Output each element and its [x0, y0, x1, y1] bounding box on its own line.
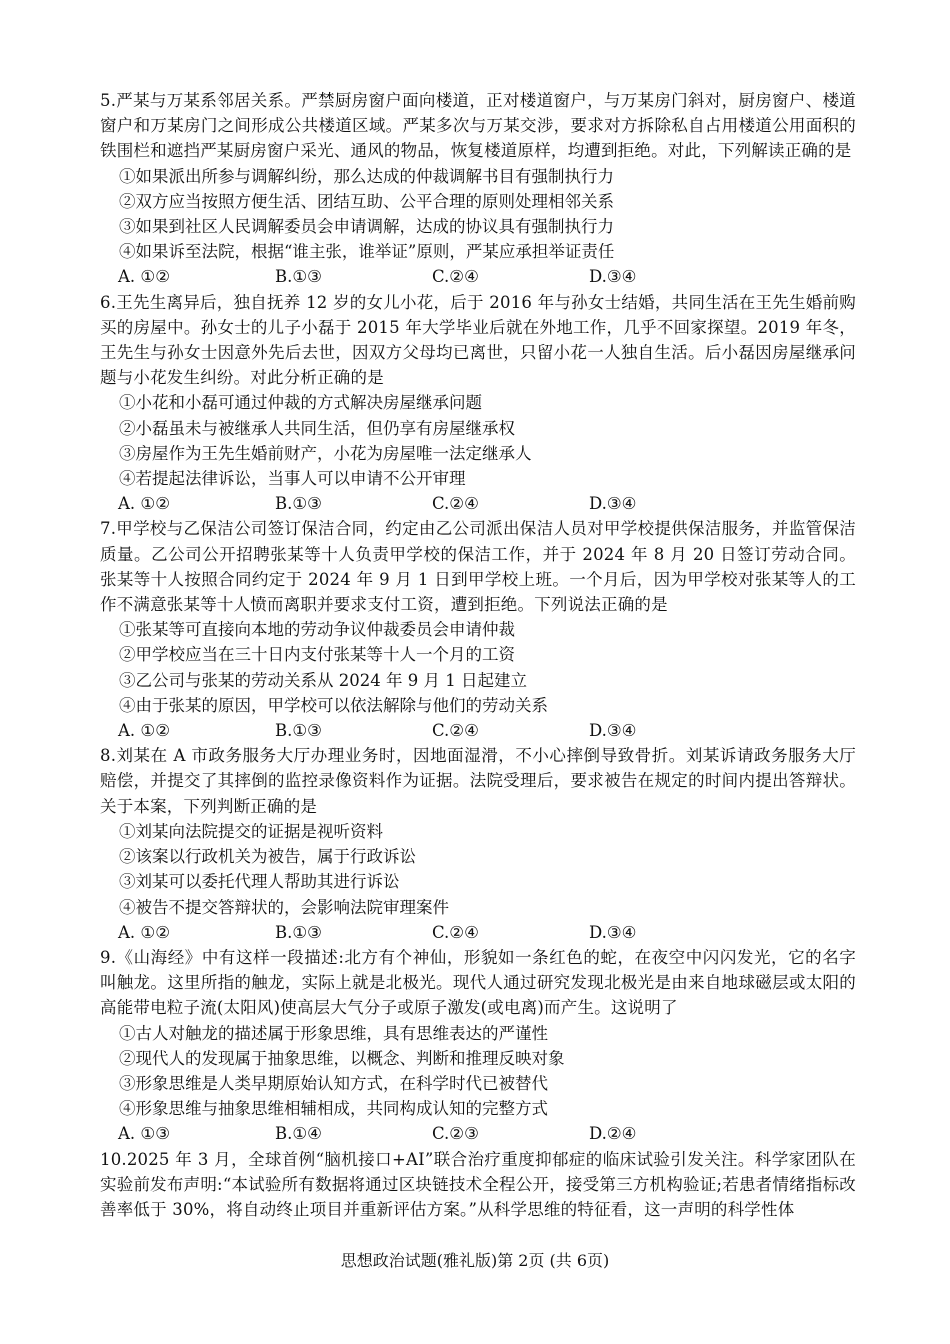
statement-4: ④如果诉至法院，根据“谁主张，谁举证”原则，严某应承担举证责任 — [119, 242, 615, 262]
question-9 — [100, 945, 856, 1147]
question-stem: 5.严某与万某系邻居关系。严禁厨房窗户面向楼道，正对楼道窗户，与万某房门斜对，厨房窗户、楼道窗户和万某房门之间形成公共楼道区域。严某多次与万某交涉，要求对方拆除私自占用楼道公用面积的铁围栏和遮挡严某厨房窗户采光、通风的物品，恢复楼道原样，均遭到拒绝。对此，下列解读正确的是 — [100, 91, 856, 161]
question-stem: 9.《山海经》中有这样一段描述:北方有个神仙，形貌如一条红色的蛇，在夜空中闪闪发光，它的名字叫触龙。这里所指的触龙，实际上就是北极光。现代人通过研究发现北极光是由来自地球磁层或太阳的高能带电粒子流(太阳风)使高层大气分子或原子激发(或电离)而产生。这说明了 — [100, 947, 856, 1018]
question-stem: 7.甲学校与乙保洁公司签订保洁合同，约定由乙公司派出保洁人员对甲学校提供保洁服务，并监管保洁质量。乙公司公开招聘张某等十人负责甲学校的保洁工作，并于 2024 年 8 月 20 日签订劳动合同。张某等十人按照合同约定于 2024 年 9 月 1 日到甲学校上班。一个月后，因为甲学校对张某等人的工作不满意张某等十人愤而离职并要求支付工资，遭到拒绝。下列说法正确的是 — [100, 519, 856, 615]
choice-b: B.①③ — [275, 267, 322, 287]
choice-b: B.①③ — [275, 494, 322, 514]
choice-d: D.③④ — [589, 922, 637, 942]
choice-a: A. ①② — [118, 721, 170, 741]
statement-2: ②小磊虽未与被继承人共同生活，但仍享有房屋继承权 — [119, 418, 515, 438]
choice-c: C.②④ — [432, 267, 479, 287]
statement-3: ③如果到社区人民调解委员会申请调解，达成的协议具有强制执行力 — [119, 217, 614, 237]
page-footer: 思想政治试题(雅礼版)第 2页 (共 6页) — [340, 1251, 610, 1270]
statement-3: ③刘某可以委托代理人帮助其进行诉讼 — [119, 872, 400, 892]
answer-choices — [100, 920, 856, 945]
question-5 — [100, 88, 856, 290]
statement-4: ④形象思维与抽象思维相辅相成，共同构成认知的完整方式 — [119, 1099, 548, 1119]
statement-2: ②双方应当按照方便生活、团结互助、公平合理的原则处理相邻关系 — [119, 191, 614, 211]
choice-a: A. ①② — [118, 922, 170, 942]
statement-1: ①张某等可直接向本地的劳动争议仲裁委员会申请仲裁 — [119, 620, 515, 640]
statement-2: ②现代人的发现属于抽象思维，以概念、判断和推理反映对象 — [119, 1048, 565, 1068]
statement-1: ①如果派出所参与调解纠纷，那么达成的仲裁调解书目有强制执行力 — [119, 166, 614, 186]
statement-2: ②甲学校应当在三十日内支付张某等十人一个月的工资 — [119, 645, 515, 665]
choice-c: C.②③ — [432, 1124, 479, 1144]
choice-a: A. ①② — [118, 267, 170, 287]
choice-b: B.①③ — [275, 721, 322, 741]
statement-1: ①小花和小磊可通过仲裁的方式解决房屋继承问题 — [119, 393, 482, 413]
answer-choices — [100, 264, 856, 289]
statement-1: ①古人对触龙的描述属于形象思维，具有思维表达的严谨性 — [119, 1023, 548, 1043]
choice-a: A. ①③ — [118, 1124, 170, 1144]
statement-3: ③形象思维是人类早期原始认知方式，在科学时代已被替代 — [119, 1073, 548, 1093]
answer-choices — [100, 1121, 856, 1146]
answer-choices — [100, 491, 856, 516]
choice-c: C.②④ — [432, 922, 479, 942]
choice-c: C.②④ — [432, 494, 479, 514]
question-stem: 8.刘某在 A 市政务服务大厅办理业务时，因地面湿滑，不小心摔倒导致骨折。刘某诉请政务服务大厅赔偿，并提交了其摔倒的监控录像资料作为证据。法院受理后，要求被告在规定的时间内提出答辩状。关于本案，下列判断正确的是 — [100, 746, 856, 816]
choice-c: C.②④ — [432, 721, 479, 741]
question-stem: 6.王先生离异后，独自抚养 12 岁的女儿小花，后于 2016 年与孙女士结婚，共同生活在王先生婚前购买的房屋中。孙女士的儿子小磊于 2015 年大学毕业后就在外地工作，几乎不回家探望。2019 年冬，王先生与孙女士因意外先后去世，因双方父母均已离世，只留小花一人独自生活。后小磊因房屋继承问题与小花发生纠纷。对此分析正确的是 — [100, 292, 856, 388]
statement-1: ①刘某向法院提交的证据是视听资料 — [119, 821, 383, 841]
choice-d: D.③④ — [589, 721, 637, 741]
question-8 — [100, 743, 856, 945]
statement-3: ③房屋作为王先生婚前财产，小花为房屋唯一法定继承人 — [119, 443, 532, 463]
question-7 — [100, 516, 856, 743]
statement-2: ②该案以行政机关为被告，属于行政诉讼 — [119, 847, 416, 867]
choice-b: B.①③ — [275, 922, 322, 942]
answer-choices — [100, 718, 856, 743]
question-stem: 10.2025 年 3 月，全球首例“脑机接口+AI”联合治疗重度抑郁症的临床试验引发关注。科学家团队在实验前发布声明:“本试验所有数据将通过区块链技术全程公开，接受第三方机构验证;若患者情绪指标改善率低于 30%，将自动终止项目并重新评估方案。”从科学思维的特征看，这一声明的科学性体 — [100, 1149, 856, 1219]
statement-3: ③乙公司与张某的劳动关系从 2024 年 9 月 1 日起建立 — [119, 670, 527, 690]
statement-4: ④若提起法律诉讼，当事人可以申请不公开审理 — [119, 469, 466, 489]
question-6 — [100, 290, 856, 517]
choice-b: B.①④ — [275, 1124, 322, 1144]
choice-d: D.③④ — [589, 494, 637, 514]
choice-d: D.②④ — [589, 1124, 637, 1144]
question-10 — [100, 1147, 856, 1223]
statement-4: ④被告不提交答辩状的，会影响法院审理案件 — [119, 897, 449, 917]
choice-d: D.③④ — [589, 267, 637, 287]
question-list — [100, 88, 856, 1222]
statement-4: ④由于张某的原因，甲学校可以依法解除与他们的劳动关系 — [119, 695, 548, 715]
choice-a: A. ①② — [118, 494, 170, 514]
